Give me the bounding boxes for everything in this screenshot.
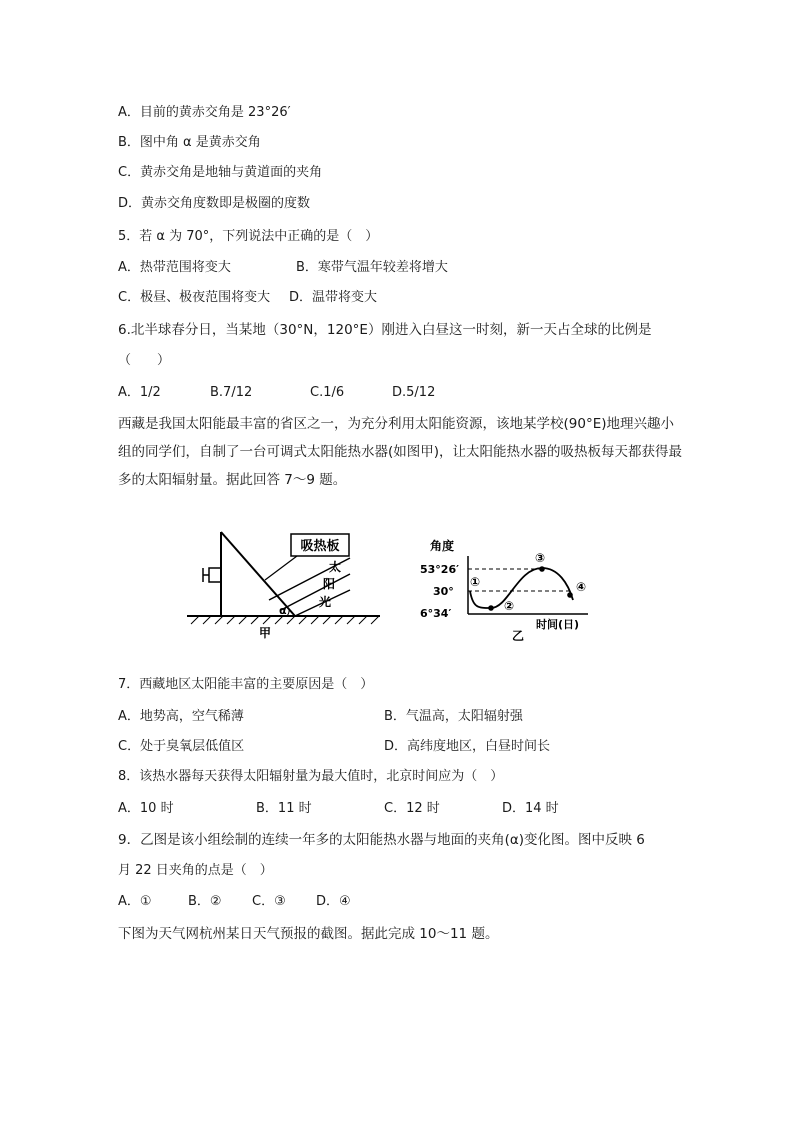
yi-ylabel: 角度 (430, 539, 455, 553)
jia-sun-1: 太 (329, 560, 342, 574)
jia-caption: 甲 (258, 626, 272, 640)
q9-option-c: C．③ (252, 894, 286, 909)
yi-tick-top: 53°26′ (420, 563, 460, 576)
q9-option-b: B．② (188, 894, 222, 909)
figure-jia (185, 528, 385, 643)
q5-option-a: A．热带范围将变大 (118, 260, 231, 275)
yi-point-4 (567, 592, 573, 598)
q8-option-d: D．14 时 (502, 801, 559, 816)
yi-point-2 (488, 605, 494, 611)
jia-ground-hatch (191, 616, 379, 624)
jia-bracket (209, 568, 221, 582)
q4-option-c: C．黄赤交角是地轴与黄道面的夹角 (118, 165, 323, 180)
q6-option-b: B.7/12 (210, 385, 253, 400)
jia-alpha: α (279, 604, 287, 617)
q8-option-b: B．11 时 (256, 801, 312, 816)
q7-option-c: C．处于臭氧层低值区 (118, 739, 245, 754)
yi-label-4: ④ (576, 580, 587, 594)
q9-stem: 9．乙图是该小组绘制的连续一年多的太阳能热水器与地面的夹角(α)变化图。图中反映 6 (118, 832, 645, 848)
q8-option-a: A．10 时 (118, 801, 174, 816)
q6-option-c: C.1/6 (310, 385, 345, 400)
yi-point-3 (539, 566, 545, 572)
yi-xlabel: 时间(日) (536, 618, 580, 631)
q7-option-b: B．气温高，太阳辐射强 (384, 709, 523, 724)
q4-option-d: D．黄赤交角度数即是极圈的度数 (118, 196, 311, 211)
yi-tick-mid: 30° (433, 585, 454, 598)
q7-option-a: A．地势高，空气稀薄 (118, 709, 244, 724)
q5-option-d: D．温带将变大 (289, 290, 378, 305)
passage-tibet: 西藏是我国太阳能最丰富的省区之一，为充分利用太阳能资源，该地某学校(90°E)地理兴趣小组的同学们，自制了一台可调式太阳能热水器(如图甲)，让太阳能热水器的吸热板每天都获得最多的太阳辐射量。据此回答 7～9 题。 (118, 416, 683, 488)
q5-option-b: B．寒带气温年较差将增大 (296, 260, 448, 275)
q4-option-b: B．图中角 α 是黄赤交角 (118, 135, 261, 150)
jia-sun-2: 阳 (323, 577, 336, 591)
q7-option-d: D．高纬度地区，白昼时间长 (384, 739, 551, 754)
yi-label-2: ② (504, 599, 515, 613)
q6-stem: 6.北半球春分日，当某地（30°N，120°E）刚进入白昼这一时刻，新一天占全球的比例是 (118, 322, 652, 338)
yi-angle-curve (470, 568, 573, 608)
passage-weather: 下图为天气网杭州某日天气预报的截图。据此完成 10～11 题。 (118, 926, 499, 942)
figure-yi (418, 528, 598, 643)
q6-stem-cont: （ ） (118, 353, 171, 368)
q9-option-a: A．① (118, 894, 152, 909)
q9-stem-cont: 月 22 日夹角的点是（ ） (118, 863, 273, 878)
jia-label-pointer (265, 556, 297, 580)
yi-tick-bot: 6°34′ (420, 607, 452, 620)
q6-option-a: A．1/2 (118, 385, 161, 400)
jia-board-label: 吸热板 (300, 539, 340, 554)
q7-stem: 7．西藏地区太阳能丰富的主要原因是（ ） (118, 677, 374, 692)
q8-option-c: C．12 时 (384, 801, 440, 816)
q4-option-a: A．目前的黄赤交角是 23°26′ (118, 105, 291, 120)
yi-label-3: ③ (535, 551, 546, 565)
q9-option-d: D．④ (316, 894, 351, 909)
jia-alpha-arc (287, 609, 289, 616)
jia-sun-3: 光 (319, 595, 332, 609)
jia-sunray-2 (281, 574, 350, 610)
q5-option-c: C．极昼、极夜范围将变大 (118, 290, 271, 305)
q8-stem: 8．该热水器每天获得太阳辐射量为最大值时，北京时间应为（ ） (118, 769, 504, 784)
q5-stem: 5．若 α 为 70°，下列说法中正确的是（ ） (118, 229, 379, 244)
yi-label-1: ① (470, 575, 481, 589)
q6-option-d: D.5/12 (392, 385, 436, 400)
yi-caption: 乙 (511, 629, 525, 643)
